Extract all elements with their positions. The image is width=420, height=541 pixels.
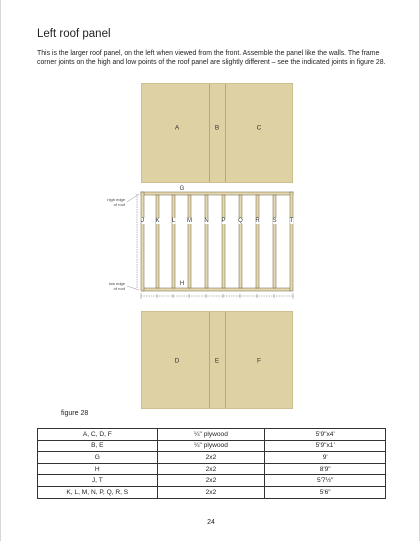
materials-table: [37, 428, 386, 499]
frame-label-t: T: [289, 218, 294, 224]
stud-l: [172, 195, 175, 288]
material-cell: ¼" plywood: [157, 440, 265, 452]
frame-label-m: M: [187, 218, 192, 224]
low-edge-note: low edge of roof: [108, 281, 125, 291]
stud-k: [156, 195, 159, 288]
page-number: 24: [207, 519, 215, 526]
material-cell: 2x2: [157, 475, 265, 487]
stud-r: [256, 195, 259, 288]
table-row: [38, 429, 386, 441]
size-cell: 5'7½": [265, 475, 386, 487]
panel-label-a: A: [174, 124, 180, 132]
top-plywood-panel: [141, 83, 293, 183]
panel-seam: [225, 312, 226, 408]
part-cell: H: [38, 463, 158, 475]
frame-label-p: P: [221, 218, 226, 224]
material-cell: ¼" plywood: [157, 429, 265, 441]
size-cell: 8'9": [265, 463, 386, 475]
table-row: [38, 486, 386, 498]
frame-drawing: [93, 180, 313, 306]
size-cell: 5'9"x1': [265, 440, 386, 452]
part-cell: J, T: [38, 475, 158, 487]
stud-m: [188, 195, 191, 288]
part-cell: A, C, D, F: [38, 429, 158, 441]
panel-label-b: B: [214, 124, 220, 132]
roof-frame-diagram: [93, 180, 313, 306]
frame-label-s: S: [272, 218, 277, 224]
frame-label-j: J: [141, 218, 144, 224]
stud-q: [239, 195, 242, 288]
size-cell: 9': [265, 452, 386, 464]
panel-label-c: C: [256, 124, 262, 132]
panel-label-e: E: [214, 357, 220, 365]
bottom-plywood-panel: [141, 311, 293, 409]
panel-label-d: D: [174, 357, 180, 365]
page-title: Left roof panel: [37, 28, 111, 40]
stud-p: [222, 195, 225, 288]
top-plate-g: [141, 192, 293, 195]
table-row: [38, 452, 386, 464]
frame-label-l: L: [171, 218, 176, 224]
stud-n: [205, 195, 208, 288]
intro-paragraph: This is the larger roof panel, on the left when viewed from the front. Assemble the panel like the walls. The frame corner joints on the high and low points of the roof panel are slightly different – see the indicated joints in figure 28.: [37, 50, 386, 66]
panel-label-f: F: [257, 357, 261, 365]
size-cell: 5'9"x4': [265, 429, 386, 441]
size-cell: 5'6": [265, 486, 386, 498]
table-row: [38, 475, 386, 487]
stud-t: [290, 192, 293, 291]
part-cell: K, L, M, N, P, Q, R, S: [38, 486, 158, 498]
stud-s: [273, 195, 276, 288]
frame-label-q: Q: [238, 218, 243, 224]
bottom-plate-h: [143, 288, 291, 291]
table-row: [38, 440, 386, 452]
frame-label-h: H: [179, 281, 185, 287]
material-cell: 2x2: [157, 463, 265, 475]
high-edge-note: high edge of roof: [107, 197, 125, 207]
panel-seam: [225, 84, 226, 182]
stud-j: [141, 192, 144, 291]
frame-label-r: R: [255, 218, 260, 224]
frame-label-g: G: [179, 186, 185, 192]
panel-seam: [209, 312, 210, 408]
material-cell: 2x2: [157, 452, 265, 464]
frame-label-n: N: [204, 218, 209, 224]
figure-caption: figure 28: [61, 410, 89, 417]
part-cell: B, E: [38, 440, 158, 452]
part-cell: G: [38, 452, 158, 464]
frame-label-k: K: [155, 218, 160, 224]
panel-seam: [209, 84, 210, 182]
table-row: [38, 463, 386, 475]
material-cell: 2x2: [157, 486, 265, 498]
